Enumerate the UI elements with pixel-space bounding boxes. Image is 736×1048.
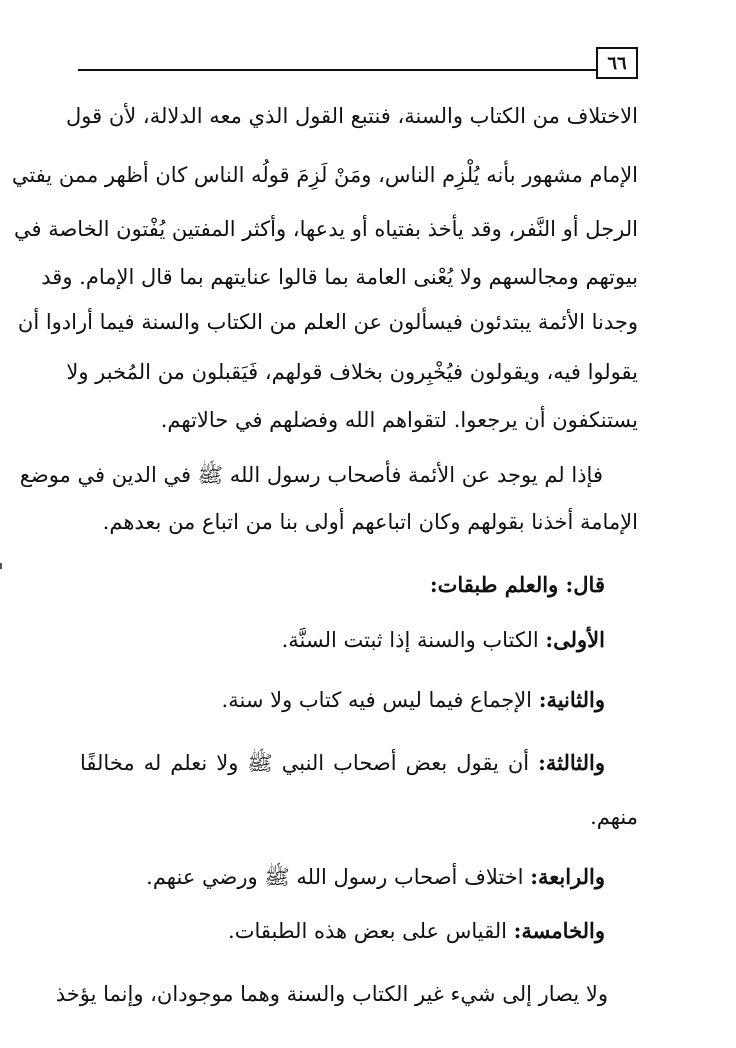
paragraph-2-line-1: فإذا لم يوجد عن الأئمة فأصحاب رسول الله ﷺ في الدين في موضع (19, 463, 603, 487)
paragraph-2-line-2: الإمامة أخذنا بقولهم وكان اتباعهم أولى بنا من اتباع من بعدهم. (102, 510, 638, 534)
level-5 (228, 914, 605, 948)
scan-edge-mark (0, 563, 2, 569)
page-number: ٦٦ (596, 47, 638, 79)
level-2 (221, 683, 605, 717)
level-1-label: الأولى: (545, 627, 605, 652)
level-5-text: القياس على بعض هذه الطبقات. (228, 919, 514, 943)
level-2-text: الإجماع فيما ليس فيه كتاب ولا سنة. (221, 688, 539, 712)
level-4-text: اختلاف أصحاب رسول الله ﷺ ورضي عنهم. (146, 865, 531, 889)
level-3-continuation: منهم. (590, 805, 638, 829)
section-heading: قال: والعلم طبقات: (429, 572, 605, 597)
paragraph-1-line-1: الاختلاف من الكتاب والسنة، فنتبع القول الذي معه الدلالة، لأن قول (66, 104, 638, 128)
level-5-label: والخامسة: (513, 918, 605, 943)
paragraph-1-line-7: يستنكفون أن يرجعوا. لتقواهم الله وفضلهم في حالاتهم. (160, 408, 638, 432)
level-4-label: والرابعة: (530, 864, 605, 889)
paragraph-1-line-4: بيوتهم ومجالسهم ولا يُعْنى العامة بما قالوا عنايتهم بما قال الإمام. وقد (41, 265, 638, 289)
paragraph-1-line-6: يقولوا فيه، ويقولون فيُخْبِرون بخلاف قولهم، فَيَقبلون من المُخبر ولا (66, 360, 638, 384)
final-line: ولا يصار إلى شيء غير الكتاب والسنة وهما موجودان، وإنما يؤخذ (55, 982, 608, 1006)
level-1-text: الكتاب والسنة إذا ثبتت السنَّة. (281, 628, 546, 652)
level-1 (281, 623, 605, 657)
paragraph-1-line-5: وجدنا الأئمة يبتدئون فيسألون عن العلم من الكتاب والسنة فيما أرادوا أن (17, 310, 638, 334)
level-3-text: أن يقول بعض أصحاب النبي ﷺ ولا نعلم له مخالفًا (80, 751, 539, 775)
level-4 (146, 860, 605, 894)
level-3-label: والثالثة: (538, 750, 605, 775)
level-2-label: والثانية: (538, 687, 605, 712)
paragraph-1-line-2: الإمام مشهور بأنه يُلْزِم الناس، ومَنْ لَزِمَ قولُه الناس كان أظهر ممن يفتي (11, 163, 638, 187)
level-3 (80, 746, 605, 780)
header-rule (78, 69, 598, 71)
paragraph-1-line-3: الرجل أو النَّفر، وقد يأخذ بفتياه أو يدعها، وأكثر المفتين يُفْتون الخاصة في (13, 217, 638, 241)
